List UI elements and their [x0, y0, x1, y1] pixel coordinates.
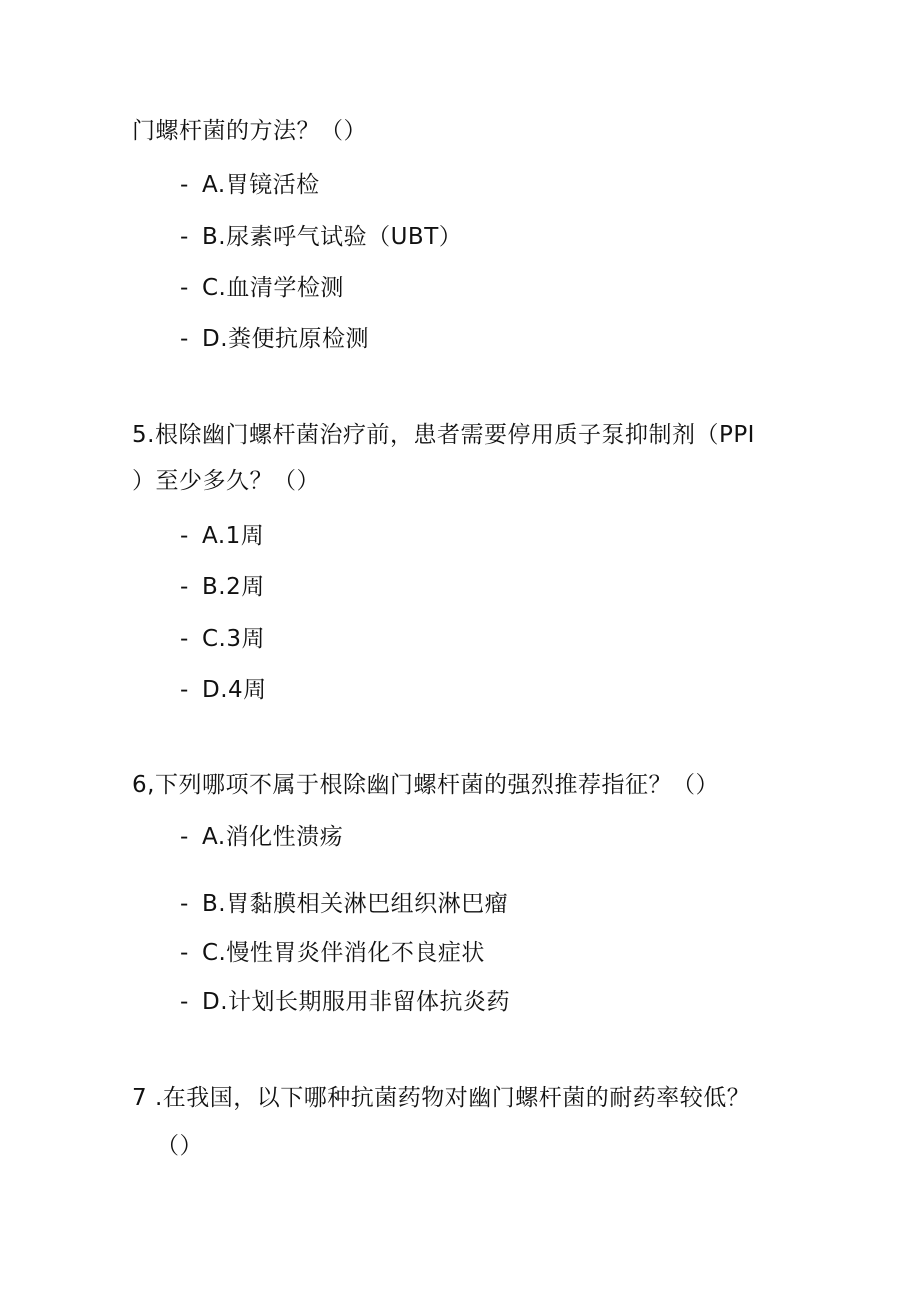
option-label: B.胃黏膜相关淋巴组织淋巴瘤 [202, 891, 509, 917]
question-4-option-c [180, 273, 344, 303]
list-dash: - [180, 891, 189, 917]
list-dash: - [180, 989, 189, 1015]
question-5-text-line-1: 5.根除幽门螺杆菌治疗前，患者需要停用质子泵抑制剂（PPI [132, 422, 755, 448]
list-dash: - [180, 677, 189, 703]
option-label: C.慢性胃炎伴消化不良症状 [202, 940, 485, 966]
question-6-option-d [180, 987, 510, 1017]
list-dash: - [180, 824, 189, 850]
list-dash: - [180, 574, 189, 600]
question-5-option-d [180, 675, 267, 705]
list-dash: - [180, 626, 189, 652]
option-label: B.尿素呼气试验（UBT） [202, 224, 463, 250]
question-6-option-a [180, 822, 343, 852]
option-label: D.粪便抗原检测 [202, 326, 370, 352]
question-5-text-line-2: ）至少多久？（） [132, 468, 320, 494]
question-4-option-d [180, 324, 369, 354]
option-label: A.1周 [202, 523, 265, 549]
question-6-option-b [180, 889, 508, 919]
question-5-option-b [180, 572, 265, 602]
list-dash: - [180, 326, 189, 352]
question-7-text-line-1: 7 .在我国，以下哪种抗菌药物对幽门螺杆菌的耐药率较低？ [132, 1085, 751, 1111]
list-dash: - [180, 224, 189, 250]
option-label: B.2周 [202, 574, 265, 600]
list-dash: - [180, 172, 189, 198]
question-4-text: 门螺杆菌的方法？（） [132, 118, 367, 144]
option-label: D.计划长期服用非留体抗炎药 [202, 989, 511, 1015]
question-4-option-b [180, 222, 462, 252]
option-label: A.胃镜活检 [202, 172, 320, 198]
option-label: D.4周 [202, 677, 267, 703]
option-label: C.3周 [202, 626, 266, 652]
option-label: C.血清学检测 [202, 275, 344, 301]
question-4-option-a [180, 170, 320, 200]
list-dash: - [180, 940, 189, 966]
list-dash: - [180, 275, 189, 301]
list-dash: - [180, 523, 189, 549]
question-5-option-a [180, 521, 264, 551]
question-6-option-c [180, 938, 485, 968]
question-7-text-line-2: （） [156, 1133, 203, 1159]
question-5-option-c [180, 624, 265, 654]
option-label: A.消化性溃疡 [202, 824, 344, 850]
question-6-text: 6,下列哪项不属于根除幽门螺杆菌的强烈推荐指征？（） [132, 772, 719, 798]
